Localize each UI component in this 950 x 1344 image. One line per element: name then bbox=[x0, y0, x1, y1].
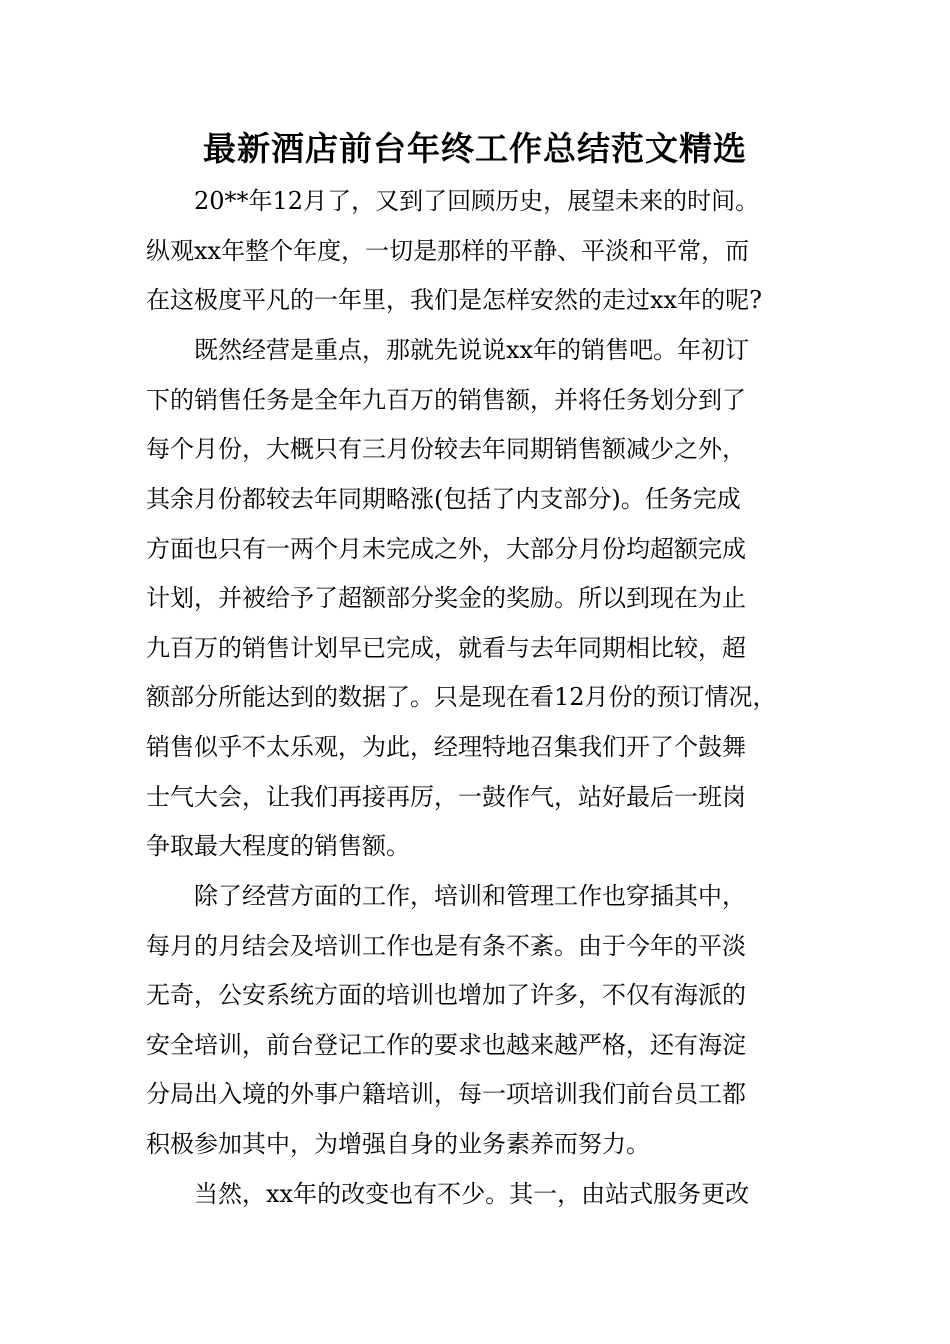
paragraph-2-line-8: 额部分所能达到的数据了。只是现在看12月份的预订情况， bbox=[146, 683, 777, 711]
paragraph-2-line-4: 其余月份都较去年同期略涨(包括了内支部分)。任务完成 bbox=[146, 485, 741, 513]
paragraph-3-line-2: 每月的月结会及培训工作也是有条不紊。由于今年的平淡 bbox=[146, 932, 746, 960]
paragraph-3-line-4: 安全培训，前台登记工作的要求也越来越严格，还有海淀 bbox=[146, 1031, 746, 1059]
paragraph-3-line-3: 无奇，公安系统方面的培训也增加了许多，不仅有海派的 bbox=[146, 981, 746, 1009]
paragraph-2-line-1: 既然经营是重点，那就先说说xx年的销售吧。年初订 bbox=[194, 336, 750, 364]
paragraph-2-line-5: 方面也只有一两个月未完成之外，大部分月份均超额完成 bbox=[146, 535, 746, 563]
paragraph-3-line-5: 分局出入境的外事户籍培训，每一项培训我们前台员工都 bbox=[146, 1080, 746, 1108]
document-title: 最新酒店前台年终工作总结范文精选 bbox=[203, 129, 747, 168]
paragraph-2-line-9: 销售似乎不太乐观，为此，经理特地召集我们开了个鼓舞 bbox=[146, 733, 746, 761]
paragraph-1-line-1: 20**年12月了，又到了回顾历史，展望未来的时间。 bbox=[194, 187, 760, 215]
paragraph-2-line-3: 每个月份，大概只有三月份较去年同期销售额减少之外， bbox=[146, 435, 746, 463]
paragraph-2-line-2: 下的销售任务是全年九百万的销售额，并将任务划分到了 bbox=[146, 386, 746, 414]
paragraph-2-line-7: 九百万的销售计划早已完成，就看与去年同期相比较，超 bbox=[146, 634, 746, 662]
paragraph-2-line-10: 士气大会，让我们再接再厉，一鼓作气，站好最后一班岗 bbox=[146, 783, 746, 811]
paragraph-2-line-6: 计划，并被给予了超额部分奖金的奖励。所以到现在为止 bbox=[146, 584, 746, 612]
paragraph-2-line-11: 争取最大程度的销售额。 bbox=[146, 832, 410, 860]
paragraph-3-line-6: 积极参加其中，为增强自身的业务素养而努力。 bbox=[146, 1130, 650, 1158]
paragraph-3-line-1: 除了经营方面的工作，培训和管理工作也穿插其中， bbox=[194, 882, 746, 910]
paragraph-1-line-3: 在这极度平凡的一年里，我们是怎样安然的走过xx年的呢? bbox=[146, 286, 762, 314]
paragraph-1-line-2: 纵观xx年整个年度，一切是那样的平静、平淡和平常，而 bbox=[146, 237, 750, 265]
paragraph-4-line-1: 当然，xx年的改变也有不少。其一，由站式服务更改 bbox=[194, 1180, 750, 1208]
